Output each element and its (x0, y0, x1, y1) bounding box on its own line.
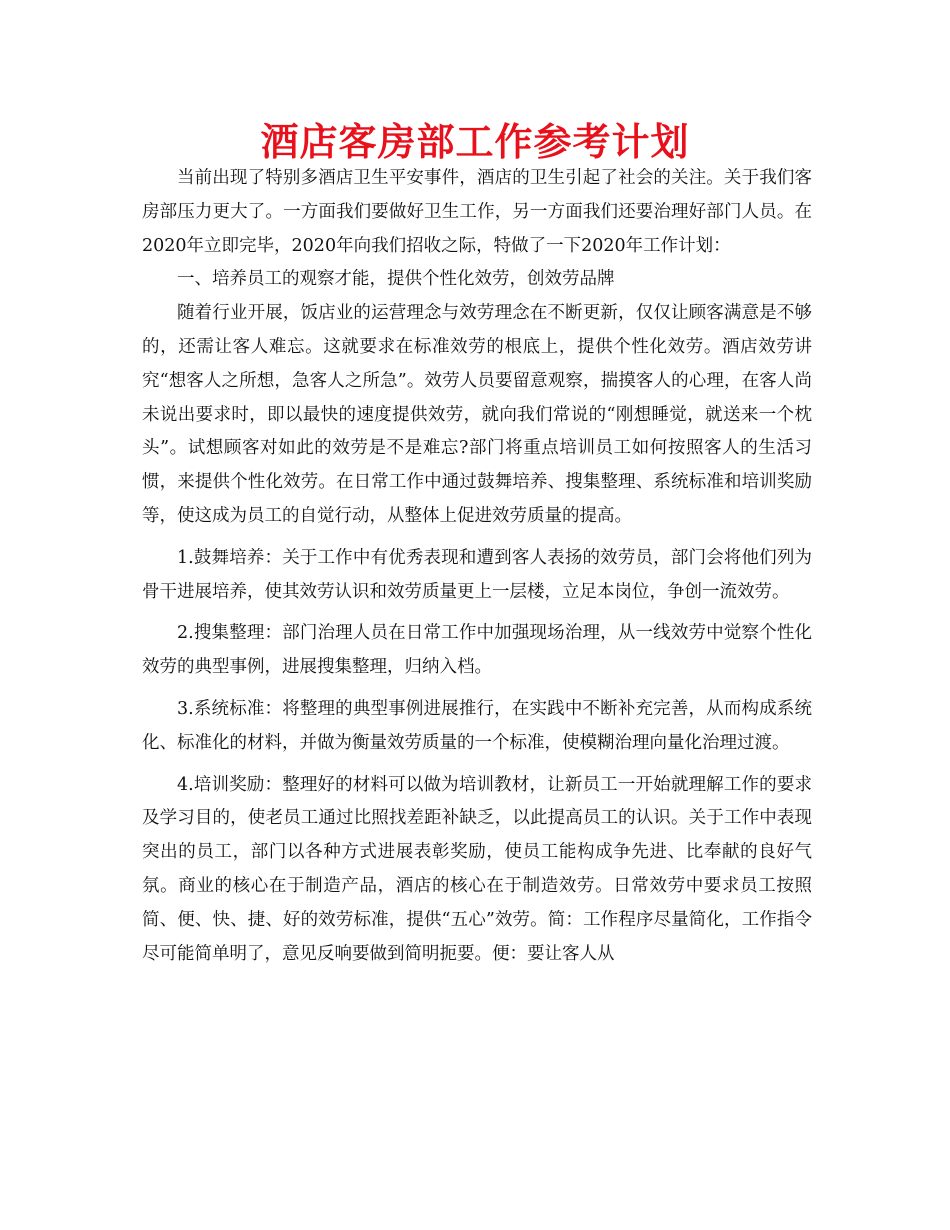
list-item-1: 1.鼓舞培养：关于工作中有优秀表现和遭到客人表扬的效劳员，部门会将他们列为骨干进展培养，使其效劳认识和效劳质量更上一层楼，立足本岗位，争创一流效劳。 (142, 547, 812, 602)
list-item-4: 4.培训奖励：整理好的材料可以做为培训教材，让新员工一开始就理解工作的要求及学习目的，使老员工通过比照找差距补缺乏，以此提高员工的认识。关于工作中表现突出的员工，部门以各种方式进展表彰奖励，使员工能构成争先进、比奉献的良好气氛。商业的核心在于制造产品，酒店的核心在于制造效劳。日常效劳中要求员工按照简、便、快、捷、好的效劳标准，提供“五心”效劳。简：工作程序尽量简化，工作指令尽可能简单明了，意见反响要做到简明扼要。便：要让客人从 (142, 774, 812, 964)
document-title: 酒店客房部工作参考计划 (260, 119, 690, 164)
list-item-2: 2.搜集整理：部门治理人员在日常工作中加强现场治理，从一线效劳中觉察个性化效劳的典型事例，进展搜集整理，归纳入档。 (142, 623, 812, 678)
body-paragraph: 随着行业开展，饭店业的运营理念与效劳理念在不断更新，仅仅让顾客满意是不够的，还需让客人难忘。这就要求在标准效劳的根底上，提供个性化效劳。酒店效劳讲究“想客人之所想，急客人之所急”。效劳人员要留意观察，揣摸客人的心理，在客人尚未说出要求时，即以最快的速度提供效劳，就向我们常说的“刚想睡觉，就送来一个枕头”。试想顾客对如此的效劳是不是难忘?部门将重点培训员工如何按照客人的生活习惯，来提供个性化效劳。在日常工作中通过鼓舞培养、搜集整理、系统标准和培训奖励等，使这成为员工的自觉行动，从整体上促进效劳质量的提高。 (142, 303, 812, 526)
section-heading: 一、培养员工的观察才能，提供个性化效劳，创效劳品牌 (177, 269, 615, 290)
list-item-3: 3.系统标准：将整理的典型事例进展推行，在实践中不断补充完善，从而构成系统化、标准化的材料，并做为衡量效劳质量的一个标准，使模糊治理向量化治理过渡。 (142, 698, 812, 753)
intro-paragraph: 当前出现了特别多酒店卫生平安事件，酒店的卫生引起了社会的关注。关于我们客房部压力更大了。一方面我们要做好卫生工作，另一方面我们还要治理好部门人员。在2020年立即完毕，2020年向我们招收之际，特做了一下2020年工作计划： (142, 168, 812, 256)
document-body (142, 162, 812, 971)
